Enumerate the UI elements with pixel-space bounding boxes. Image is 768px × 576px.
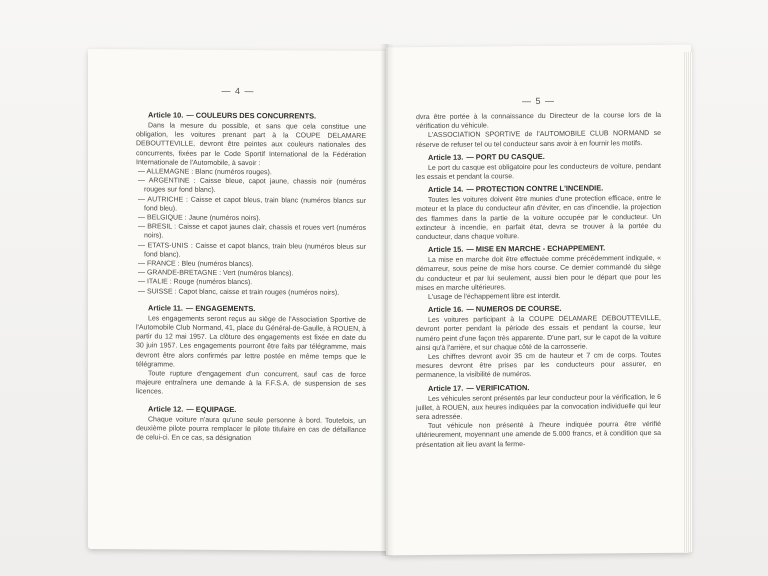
article-12-heading bbox=[148, 404, 366, 415]
article-12-label: Article 12. bbox=[148, 404, 184, 414]
country-italie: — ITALIE : Rouge (numéros blancs). bbox=[138, 278, 253, 287]
article-17-heading bbox=[428, 382, 661, 393]
article-17-label: Article 17. bbox=[428, 383, 464, 393]
article-17-paragraph-2: Tout véhicule non présenté à l'heure indiquée pourra être vérifié ultérieurement, moyennant une amende de 5.000 francs, et à condition que sa présentation ait lieu avant la ferme- bbox=[416, 421, 661, 449]
article-15-paragraph-2: L'usage de l'échappement libre est interdit. bbox=[428, 292, 561, 302]
article-12-title: — EQUIPAGE. bbox=[186, 404, 237, 414]
article-10-heading bbox=[148, 110, 366, 121]
article-16-paragraph-2: Les chiffres devront avoir 35 cm de hauteur et 7 cm de corps. Toutes mesures devront être prises par les conducteurs pour assurer, en permanence, la visibilité de numéros. bbox=[416, 351, 661, 380]
article-13-label: Article 13. bbox=[428, 152, 464, 162]
article-10-title: — COULEURS DES CONCURRENTS. bbox=[186, 110, 317, 121]
article-13-title: — PORT DU CASQUE. bbox=[466, 151, 545, 162]
country-france: — FRANCE : Bleu (numéros blancs). bbox=[138, 260, 254, 269]
left-page-text bbox=[136, 107, 366, 444]
article-14-heading bbox=[428, 183, 661, 194]
page-number-left: — 4 — bbox=[221, 85, 255, 97]
article-13-paragraph-1: Le port du casque est obligatoire pour les conducteurs de voiture, pendant les essais et pendant la course. bbox=[416, 162, 661, 182]
article-13-heading bbox=[428, 151, 661, 162]
article-15-title: — MISE EN MARCHE - ECHAPPEMENT. bbox=[466, 243, 606, 254]
right-page bbox=[386, 45, 691, 556]
article-10-intro: Dans la mesure du possible, et sans que cela constitue une obligation, les voitures prenant part à la COUPE DELAMARE DEBOUTTEVILLE, devront être peintes aux couleurs nationales des concurrents, fixées par le Code Sportif International de la Fédération Internationale de l'Automobile, à savoir : bbox=[136, 122, 366, 167]
article-16-title: — NUMEROS DE COURSE. bbox=[466, 304, 562, 314]
article-14-title: — PROTECTION CONTRE L'INCENDIE. bbox=[466, 183, 604, 194]
article-10-label: Article 10. bbox=[148, 110, 184, 120]
article-12-paragraph-1: Chaque voiture n'aura qu'une seule personne à bord. Toutefois, un deuxième pilote pourra remplacer le pilote titulaire en cas de défaillance de celui-ci. En ce cas, sa désignation bbox=[136, 416, 366, 443]
article-11-paragraph-2: Toute rupture d'engagement d'un concurrent, sauf cas de force majeure entraînera une demande à la F.F.S.A. de suspension de ses licences. bbox=[136, 370, 366, 396]
left-page bbox=[88, 49, 388, 551]
country-bresil: — BRESIL : Caisse et capot jaunes clair, chassis et roues vert (numéros noirs). bbox=[138, 223, 366, 240]
book-gutter bbox=[380, 44, 394, 556]
country-grande-bretagne: — GRANDE-BRETAGNE : Vert (numéros blancs). bbox=[138, 269, 294, 278]
country-etats-unis: — ETATS-UNIS : Caisse et capot blancs, train bleu (numéros bleus sur fond blanc). bbox=[138, 241, 366, 259]
article-16-label: Article 16. bbox=[428, 304, 464, 315]
continuation-text-2: L'ASSOCIATION SPORTIVE de l'AUTOMOBILE CLUB NORMAND se réserve de refuser tel ou tel conducteur sans avoir à en fournir les motifs. bbox=[416, 130, 661, 149]
article-14-paragraph-1: Toutes les voitures doivent être munies d'une protection efficace, entre le moteur et la place du conducteur afin d'éviter, en cas d'incendie, la projection des flammes dans la partie de la voiture occupée par le conducteur. Un extincteur à incendie, en parfait état, devra se trouver à la portée du conducteur, dans chaque voiture. bbox=[416, 195, 661, 242]
country-argentine: — ARGENTINE : Caisse bleue, capot jaune, chassis noir (numéros rouges sur fond blanc). bbox=[138, 177, 366, 195]
article-15-label: Article 15. bbox=[428, 244, 464, 255]
article-15-heading bbox=[428, 243, 661, 254]
article-15-paragraph-1: La mise en marche doit être effectuée comme précédemment indiquée, « démarreur, sous peine de mise hors course. Ce dernier commandé du siège du conducteur et par lui seulement, aussi bien pour le départ que pour les mises en marche ultérieures. bbox=[416, 255, 661, 292]
page-edges bbox=[684, 52, 692, 552]
article-11-title: — ENGAGEMENTS. bbox=[185, 303, 256, 313]
article-17-paragraph-1: Les véhicules seront présentés par leur conducteur pour la vérification, le 6 juillet, à ROUEN, aux heures indiquées par la convocation individuelle qui leur sera adressée. bbox=[416, 393, 661, 422]
article-11-label: Article 11. bbox=[148, 303, 183, 313]
country-suisse: — SUISSE : Capot blanc, caisse et train rouges (numéros noirs). bbox=[138, 287, 340, 297]
country-allemagne: — ALLEMAGNE : Blanc (numéros rouges). bbox=[138, 168, 272, 177]
article-11-paragraph-1: Les engagements seront reçus au siège de l'Association Sportive de l'Automobile Club Normand, 41, place du Général-de-Gaulle, à ROUEN, à partir du 12 mai 1957. La clôture des engagements est fixée en date du 30 juin 1957. Les engagements pourront être faits par télégramme, mais devront être alors confirmés par lettre postée en même temps que le télégramme. bbox=[136, 315, 366, 369]
article-11-heading bbox=[148, 303, 366, 314]
article-17-title: — VERIFICATION. bbox=[466, 382, 530, 393]
page-number-right: — 5 — bbox=[521, 95, 555, 107]
right-page-text bbox=[416, 111, 661, 450]
continuation-text: dvra être portée à la connaissance du Directeur de la course lors de la vérification du véhicule. bbox=[416, 111, 661, 131]
article-16-paragraph-1: Les voitures participant à la COUPE DELAMARE DEBOUTTEVILLE, devront porter pendant la période des essais et pendant la course, leur numéro peint d'une façon très apparente. D'une part, sur le capot de la voiture ainsi qu'à l'arrière, et sur chaque côté de la carrosserie. bbox=[416, 315, 661, 352]
country-autriche: — AUTRICHE : Caisse et capot bleus, train blanc (numéros blancs sur fond bleu). bbox=[138, 195, 366, 213]
article-16-heading bbox=[428, 303, 661, 314]
country-belgique: — BELGIQUE : Jaune (numéros noirs). bbox=[138, 214, 261, 223]
article-14-label: Article 14. bbox=[428, 184, 464, 195]
